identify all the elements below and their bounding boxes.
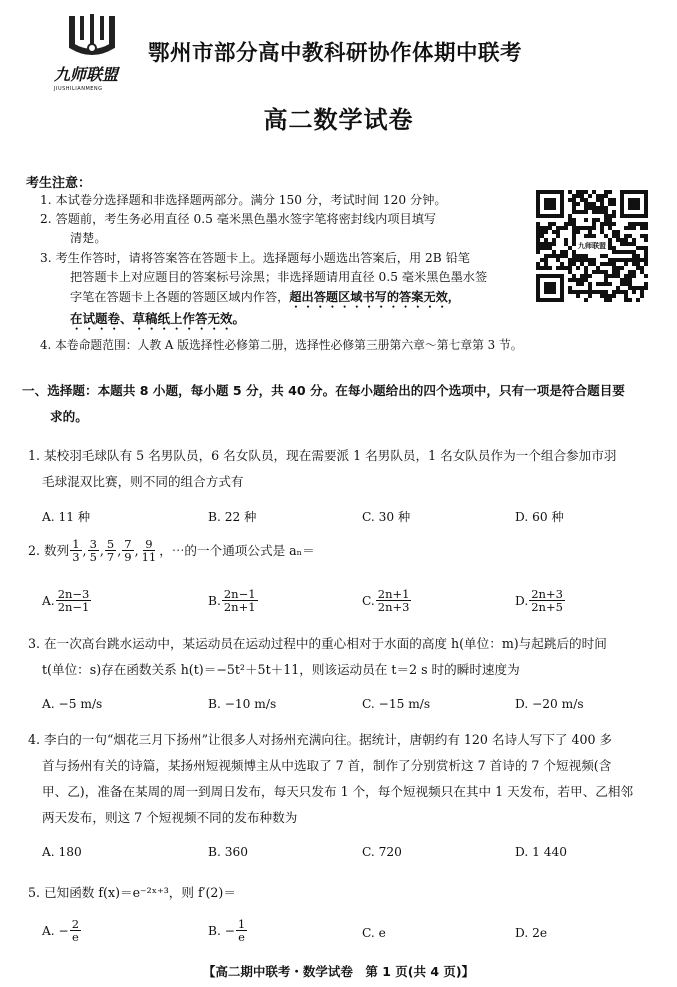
question-4-option-c: C. 720 xyxy=(362,845,402,859)
question-1-option-c: C. 30 种 xyxy=(362,510,411,524)
question-1-line-1: 1. 某校羽毛球队有 5 名男队员，6 名女队员，现在需要派 1 名男队员，1 名女队员作为一个组合参加市羽 xyxy=(28,448,617,463)
exam-title: 高二数学试卷 xyxy=(263,106,414,134)
page-footer: 【高二期中联考・数学试卷 第 1 页(共 4 页)】 xyxy=(202,964,475,979)
question-4-option-b: B. 360 xyxy=(208,845,248,859)
question-3-option-a: A. −5 m/s xyxy=(42,697,103,711)
question-2-suffix: ，⋯的一个通项公式是 aₙ＝ xyxy=(159,543,315,558)
question-4-line-3: 甲、乙)，准备在某周的周一到周日发布，每天只发布 1 个，每个短视频只在其中 1 天发布，若甲、乙相邻 xyxy=(42,784,634,799)
notice-item-2-cont: 清楚。 xyxy=(70,231,107,245)
question-1-option-b: B. 22 种 xyxy=(208,510,257,524)
question-2-stem: 2. 数列 $\frac{1}{3}$ , $\frac{3}{5}$ , $\frac{5}{7}$ , $\frac{7}{9}$ , $\frac{9}{11}$ ，⋯的一个通项公式是 aₙ＝ xyxy=(28,537,315,564)
logo xyxy=(48,10,136,98)
question-2-option-d: D. $\frac{2n+3}{2n+5}$ xyxy=(515,587,563,614)
notice-emphasis-1: 超出答题区域书写的答案无效， xyxy=(289,290,460,304)
question-5-option-c: C. e xyxy=(362,926,386,940)
question-2-option-b: B. $\frac{2n-1}{2n+1}$ xyxy=(208,587,256,614)
question-4-line-2: 首与扬州有关的诗篇，某扬州短视频博主从中选取了 7 首，制作了分别赏析这 7 首诗的 7 个短视频(含 xyxy=(42,758,612,773)
fraction: $\frac{3}{5}$ xyxy=(89,537,97,564)
notice-item-2: 2. 答题前，考生务必用直径 0.5 毫米黑色墨水签字笔将密封线内项目填写 xyxy=(40,212,437,226)
question-4-option-d: D. 1 440 xyxy=(515,845,567,859)
question-3-option-c: C. −15 m/s xyxy=(362,697,431,711)
notice-heading: 考生注意： xyxy=(26,176,92,191)
question-1-line-2: 毛球混双比赛，则不同的组合方式有 xyxy=(42,474,244,489)
question-5-stem: 5. 已知函数 f(x)＝e⁻²ˣ⁺³，则 f′(2)＝ xyxy=(28,885,236,900)
fraction: $\frac{7}{9}$ xyxy=(124,537,132,564)
qr-code xyxy=(536,190,648,302)
question-4-line-1: 4. 李白的一句“烟花三月下扬州”让很多人对扬州充满向往。据统计，唐朝约有 120 名诗人写下了 400 多 xyxy=(28,732,613,747)
question-3-option-d: D. −20 m/s xyxy=(515,697,584,711)
question-2-option-c: C. $\frac{2n+1}{2n+3}$ xyxy=(362,587,410,614)
notice-item-3-cont2 xyxy=(70,288,460,311)
question-4-line-4: 两天发布，则这 7 个短视频不同的发布种数为 xyxy=(42,810,298,825)
section-heading-cont: 求的。 xyxy=(50,409,88,424)
notice-item-3-text: 字笔在答题卡上各题的答题区域内作答， xyxy=(70,290,290,304)
question-1-option-d: D. 60 种 xyxy=(515,510,564,524)
question-2-prefix: 2. 数列 xyxy=(28,543,70,558)
question-3-option-b: B. −10 m/s xyxy=(208,697,277,711)
question-2-option-a: A. $\frac{2n-3}{2n-1}$ xyxy=(42,587,90,614)
question-3-line-2: t(单位：s)存在函数关系 h(t)＝−5t²＋5t＋11，则该运动员在 t＝2 s 时的瞬时速度为 xyxy=(42,662,520,677)
question-4-option-a: A. 180 xyxy=(42,845,82,859)
notice-item-3-cont1: 把答题卡上对应题目的答案标号涂黑；非选择题请用直径 0.5 毫米黑色墨水签 xyxy=(70,270,488,284)
question-5-option-a: A. − $\frac{2}{e}$ xyxy=(42,917,80,944)
notice-item-4: 4. 本卷命题范围：人教 A 版选择性必修第二册，选择性必修第三册第六章～第七章第 3 节。 xyxy=(40,338,523,352)
notice-item-3: 3. 考生作答时，请将答案答在答题卡上。选择题每小题选出答案后，用 2B 铅笔 xyxy=(40,251,470,265)
question-1-option-a: A. 11 种 xyxy=(42,510,91,524)
question-5-option-b: B. − $\frac{1}{e}$ xyxy=(208,917,246,944)
question-3-line-1: 3. 在一次高台跳水运动中，某运动员在运动过程中的重心相对于水面的高度 h(单位：m)与起跳后的时间 xyxy=(28,636,607,651)
question-5-option-d: D. 2e xyxy=(515,926,548,940)
logo-subtext: JIUSHILIANMENG xyxy=(54,86,103,92)
section-heading: 一、选择题：本题共 8 小题，每小题 5 分，共 40 分。在每小题给出的四个选项中，只有一项是符合题目要 xyxy=(22,383,625,398)
qr-label: 九师联盟 xyxy=(576,238,608,254)
fraction: $\frac{1}{3}$ xyxy=(72,537,80,564)
notice-emphasis-2: 在试题卷、草稿纸上作答无效。 xyxy=(70,311,246,326)
organization-title: 鄂州市部分高中教科研协作体期中联考 xyxy=(148,41,523,66)
logo-text: 九师联盟 xyxy=(54,65,119,84)
notice-item-1: 1. 本试卷分选择题和非选择题两部分。满分 150 分，考试时间 120 分钟。 xyxy=(40,193,447,207)
fraction: $\frac{5}{7}$ xyxy=(106,537,115,564)
fraction: $\frac{9}{11}$ xyxy=(141,537,157,564)
